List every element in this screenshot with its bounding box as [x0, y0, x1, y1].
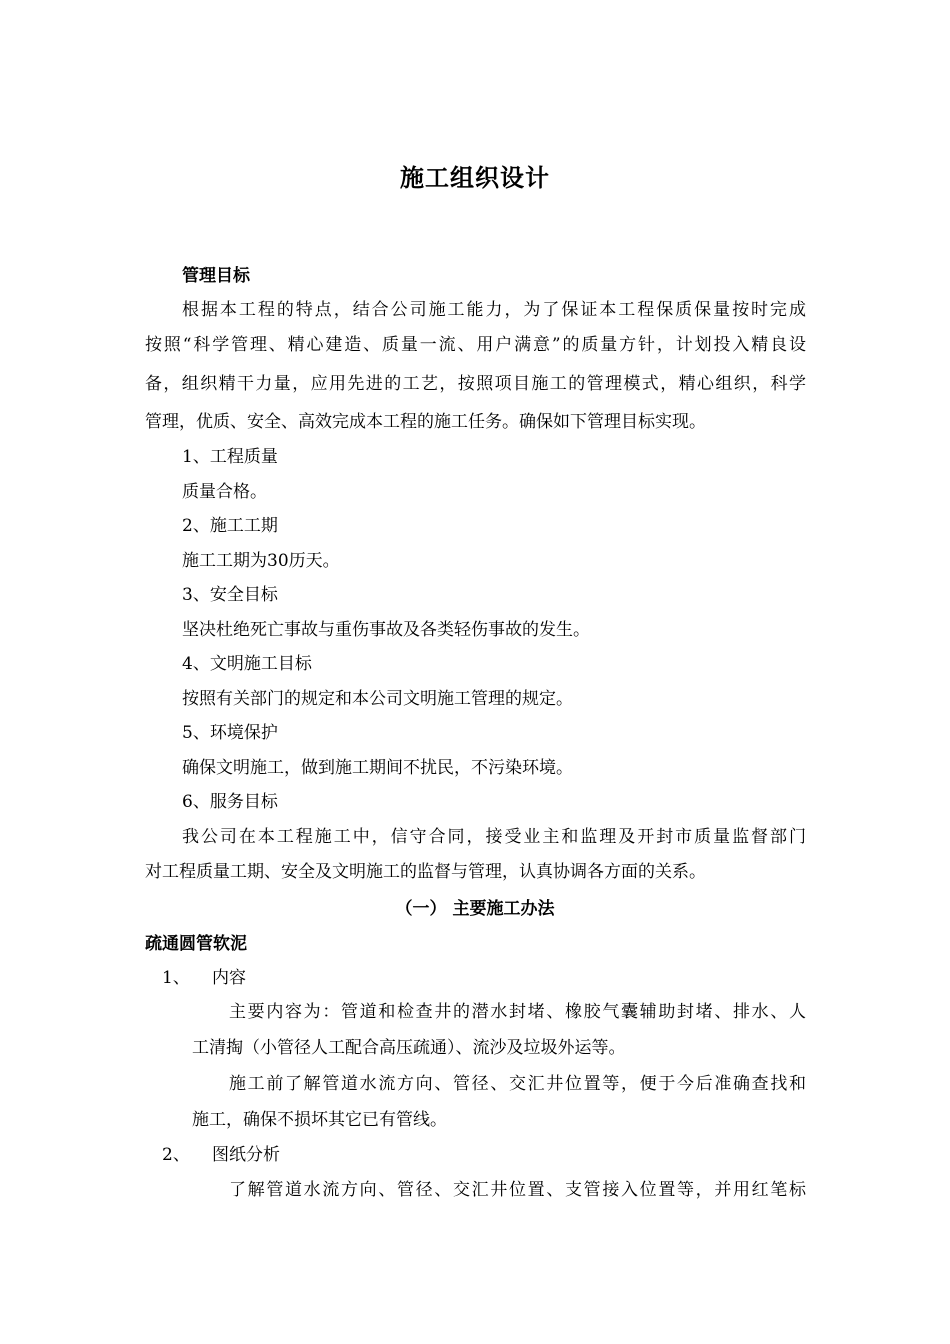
goal-text-schedule: 施工工期为30历天。 — [182, 551, 340, 571]
intro-line-4: 管理，优质、安全、高效完成本工程的施工任务。确保如下管理目标实现。 — [145, 412, 706, 432]
goal-heading-civilized: 4、文明施工目标 — [182, 654, 312, 674]
goal-heading-quality: 1、工程质量 — [182, 447, 278, 467]
goal-heading-environment: 5、环境保护 — [182, 723, 278, 743]
item-2-label: 图纸分析 — [212, 1145, 280, 1165]
section-heading-construction-methods: （一） 主要施工办法 — [395, 899, 555, 919]
intro-line-2: 按照“科学管理、精心建造、质量一流、用户满意”的质量方针，计划投入精良设 — [145, 335, 806, 355]
item-1-number: 1、 — [162, 968, 190, 988]
goal-heading-safety: 3、安全目标 — [182, 585, 278, 605]
section-heading-management-goals: 管理目标 — [182, 266, 250, 286]
goal-text-environment: 确保文明施工，做到施工期间不扰民，不污染环境。 — [182, 758, 573, 778]
service-line-1: 我公司在本工程施工中，信守合同，接受业主和监理及开封市质量监督部门 — [182, 827, 806, 847]
service-line-2: 对工程质量工期、安全及文明施工的监督与管理，认真协调各方面的关系。 — [145, 862, 706, 882]
item-1-para1-line2: 工清掏（小管径人工配合高压疏通）、流沙及垃圾外运等。 — [192, 1038, 626, 1058]
intro-line-3: 备，组织精干力量，应用先进的工艺，按照项目施工的管理模式，精心组织，科学 — [145, 374, 806, 394]
page-title: 施工组织设计 — [400, 164, 550, 192]
goal-text-safety: 坚决杜绝死亡事故与重伤事故及各类轻伤事故的发生。 — [182, 620, 590, 640]
item-1-para1-line1: 主要内容为：管道和检查井的潜水封堵、橡胶气囊辅助封堵、排水、人 — [229, 1002, 806, 1022]
item-1-para2-line2: 施工，确保不损坏其它已有管线。 — [192, 1110, 447, 1130]
goal-heading-schedule: 2、施工工期 — [182, 516, 278, 536]
goal-text-quality: 质量合格。 — [182, 482, 267, 502]
intro-line-1: 根据本工程的特点，结合公司施工能力，为了保证本工程保质保量按时完成 — [182, 300, 806, 320]
item-2-para1-line1: 了解管道水流方向、管径、交汇井位置、支管接入位置等，并用红笔标 — [229, 1180, 806, 1200]
goal-text-civilized: 按照有关部门的规定和本公司文明施工管理的规定。 — [182, 689, 573, 709]
goal-heading-service: 6、服务目标 — [182, 792, 278, 812]
item-1-label: 内容 — [212, 968, 246, 988]
item-1-para2-line1: 施工前了解管道水流方向、管径、交汇井位置等，便于今后准确查找和 — [229, 1074, 806, 1094]
subheading-pipe-sludge: 疏通圆管软泥 — [145, 934, 247, 954]
item-2-number: 2、 — [162, 1145, 190, 1165]
